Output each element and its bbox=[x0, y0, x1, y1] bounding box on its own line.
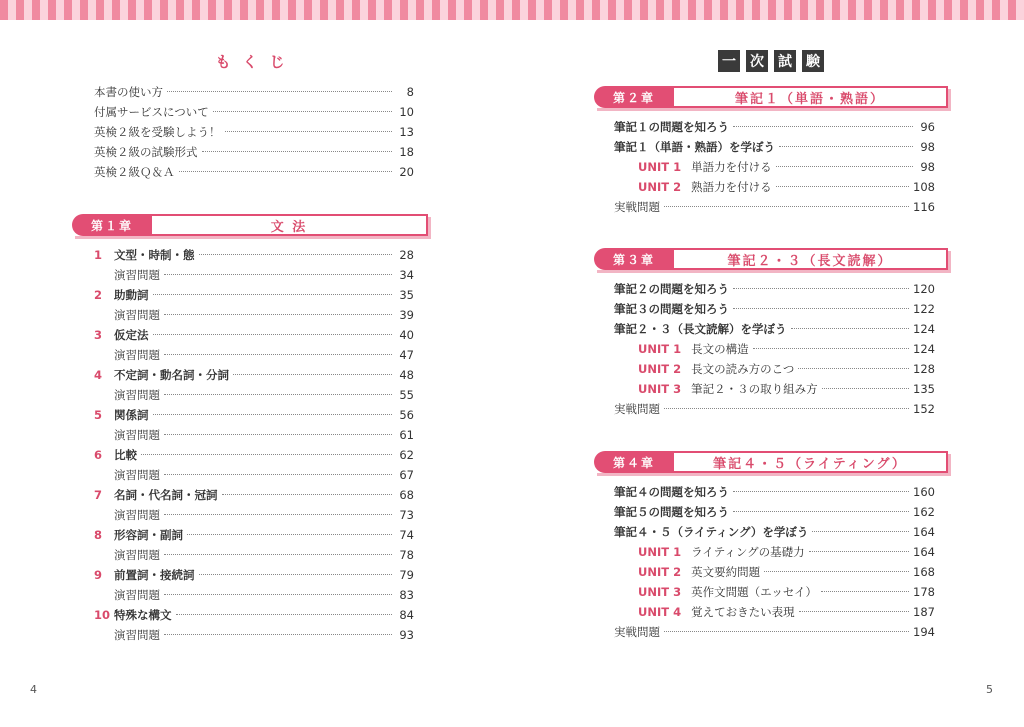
title-char: 次 bbox=[746, 50, 768, 72]
toc-entry[interactable] bbox=[94, 627, 414, 643]
chapter-name: 筆記４・５（ライティング） bbox=[674, 451, 948, 473]
entry-page-number: 40 bbox=[399, 328, 414, 342]
dot-leader bbox=[753, 348, 909, 349]
entry-page-number: 187 bbox=[913, 605, 935, 619]
item-number: 4 bbox=[94, 368, 103, 382]
top-stripe-border bbox=[0, 0, 1024, 20]
entry-label: 覚えておきたい表現 bbox=[691, 605, 795, 619]
entry-page-number: 35 bbox=[399, 288, 414, 302]
entry-page-number: 162 bbox=[913, 505, 935, 519]
unit-label: UNIT 2 bbox=[638, 180, 682, 194]
toc-entry[interactable] bbox=[638, 544, 935, 560]
toc-entry[interactable] bbox=[94, 267, 414, 283]
entry-page-number: 122 bbox=[913, 302, 935, 316]
unit-label: UNIT 3 bbox=[638, 382, 682, 396]
dot-leader bbox=[141, 454, 392, 455]
entry-label: 英検２級の試験形式 bbox=[94, 145, 198, 159]
entry-page-number: 78 bbox=[399, 548, 414, 562]
item-number: 1 bbox=[94, 248, 103, 262]
entry-page-number: 28 bbox=[399, 248, 414, 262]
entry-label: 熟語力を付ける bbox=[691, 180, 772, 194]
toc-entry[interactable] bbox=[94, 487, 414, 503]
entry-page-number: 79 bbox=[399, 568, 414, 582]
toc-entry[interactable] bbox=[94, 164, 414, 180]
entry-label: 演習問題 bbox=[114, 548, 160, 562]
entry-label: 演習問題 bbox=[114, 468, 160, 482]
entry-label: 筆記３の問題を知ろう bbox=[614, 302, 729, 316]
entry-label: 英検２級を受験しよう！ bbox=[94, 125, 221, 139]
entry-label: 本書の使い方 bbox=[94, 85, 163, 99]
title-char: 験 bbox=[802, 50, 824, 72]
entry-page-number: 67 bbox=[399, 468, 414, 482]
toc-entry[interactable] bbox=[94, 507, 414, 523]
entry-label: 筆記２・３（長文読解）を学ぼう bbox=[614, 322, 787, 336]
entry-page-number: 18 bbox=[399, 145, 414, 159]
toc-entry[interactable] bbox=[94, 527, 414, 543]
entry-label: 筆記４の問題を知ろう bbox=[614, 485, 729, 499]
unit-label: UNIT 2 bbox=[638, 565, 682, 579]
toc-entry[interactable] bbox=[614, 281, 935, 297]
entry-label: 英文要約問題 bbox=[691, 565, 761, 579]
dot-leader bbox=[664, 206, 909, 207]
dot-leader bbox=[213, 111, 392, 112]
toc-entry[interactable] bbox=[638, 341, 935, 357]
dot-leader bbox=[164, 474, 392, 475]
page-title: もくじ bbox=[215, 53, 297, 71]
right-page bbox=[512, 20, 1024, 710]
toc-entry[interactable] bbox=[614, 401, 935, 417]
entry-page-number: 48 bbox=[399, 368, 414, 382]
toc-entry[interactable] bbox=[614, 321, 935, 337]
entry-label: 名詞・代名詞・冠詞 bbox=[114, 488, 218, 502]
entry-label: 長文の構造 bbox=[691, 342, 749, 356]
chapter-4-header[interactable] bbox=[594, 451, 948, 473]
dot-leader bbox=[167, 91, 392, 92]
chapter-3-header[interactable] bbox=[594, 248, 948, 270]
dot-leader bbox=[733, 308, 909, 309]
entry-label: 筆記２・３の取り組み方 bbox=[691, 382, 818, 396]
toc-entry[interactable] bbox=[614, 139, 935, 155]
dot-leader bbox=[664, 631, 909, 632]
toc-entry[interactable] bbox=[94, 467, 414, 483]
toc-entry[interactable] bbox=[638, 381, 935, 397]
entry-page-number: 13 bbox=[399, 125, 414, 139]
dot-leader bbox=[225, 131, 393, 132]
toc-entry[interactable] bbox=[614, 119, 935, 135]
dot-leader bbox=[822, 388, 909, 389]
dot-leader bbox=[179, 171, 393, 172]
entry-page-number: 47 bbox=[399, 348, 414, 362]
toc-entry[interactable] bbox=[614, 199, 935, 215]
item-number: 9 bbox=[94, 568, 103, 582]
entry-label: 演習問題 bbox=[114, 348, 160, 362]
entry-label: 演習問題 bbox=[114, 628, 160, 642]
dot-leader bbox=[776, 186, 909, 187]
entry-page-number: 160 bbox=[913, 485, 935, 499]
dot-leader bbox=[733, 511, 909, 512]
entry-page-number: 83 bbox=[399, 588, 414, 602]
dot-leader bbox=[164, 394, 392, 395]
entry-label: 演習問題 bbox=[114, 588, 160, 602]
dot-leader bbox=[733, 491, 909, 492]
chapter-name: 筆記２・３（長文読解） bbox=[674, 248, 948, 270]
entry-page-number: 96 bbox=[920, 120, 935, 134]
toc-entry[interactable] bbox=[638, 564, 935, 580]
toc-entry[interactable] bbox=[614, 301, 935, 317]
toc-entry[interactable] bbox=[94, 307, 414, 323]
entry-label: 実戦問題 bbox=[614, 200, 660, 214]
toc-entry[interactable] bbox=[638, 584, 935, 600]
title-char: 試 bbox=[774, 50, 796, 72]
entry-page-number: 74 bbox=[399, 528, 414, 542]
dot-leader bbox=[779, 146, 913, 147]
toc-entry[interactable] bbox=[94, 387, 414, 403]
dot-leader bbox=[202, 151, 393, 152]
chapter-tag: 第２章 bbox=[594, 86, 674, 108]
unit-label: UNIT 1 bbox=[638, 545, 682, 559]
entry-page-number: 39 bbox=[399, 308, 414, 322]
entry-label: 仮定法 bbox=[114, 328, 149, 342]
chapter-2-header[interactable] bbox=[594, 86, 948, 108]
dot-leader bbox=[799, 611, 909, 612]
toc-entry[interactable] bbox=[638, 604, 935, 620]
item-number: 3 bbox=[94, 328, 103, 342]
entry-label: 演習問題 bbox=[114, 268, 160, 282]
dot-leader bbox=[821, 591, 909, 592]
toc-entry[interactable] bbox=[614, 624, 935, 640]
dot-leader bbox=[776, 166, 913, 167]
entry-label: 筆記１の問題を知ろう bbox=[614, 120, 729, 134]
entry-label: 実戦問題 bbox=[614, 402, 660, 416]
entry-label: 長文の読み方のこつ bbox=[691, 362, 795, 376]
entry-page-number: 61 bbox=[399, 428, 414, 442]
item-number: 2 bbox=[94, 288, 103, 302]
unit-label: UNIT 3 bbox=[638, 585, 682, 599]
toc-entry[interactable] bbox=[638, 361, 935, 377]
dot-leader bbox=[798, 368, 909, 369]
entry-page-number: 178 bbox=[913, 585, 935, 599]
dot-leader bbox=[164, 314, 392, 315]
entry-page-number: 55 bbox=[399, 388, 414, 402]
chapter-name: 筆記１（単語・熟語） bbox=[674, 86, 948, 108]
unit-label: UNIT 2 bbox=[638, 362, 682, 376]
entry-label: 関係詞 bbox=[114, 408, 149, 422]
entry-page-number: 20 bbox=[399, 165, 414, 179]
entry-label: ライティングの基礎力 bbox=[691, 545, 805, 559]
entry-label: 単語力を付ける bbox=[691, 160, 772, 174]
dot-leader bbox=[164, 634, 392, 635]
entry-page-number: 84 bbox=[399, 608, 414, 622]
entry-page-number: 56 bbox=[399, 408, 414, 422]
dot-leader bbox=[153, 294, 393, 295]
dot-leader bbox=[164, 594, 392, 595]
dot-leader bbox=[153, 334, 393, 335]
toc-entry[interactable] bbox=[638, 179, 935, 195]
toc-entry[interactable] bbox=[94, 567, 414, 583]
entry-page-number: 98 bbox=[920, 140, 935, 154]
dot-leader bbox=[733, 288, 909, 289]
chapter-tag: 第４章 bbox=[594, 451, 674, 473]
entry-page-number: 62 bbox=[399, 448, 414, 462]
toc-entry[interactable] bbox=[614, 484, 935, 500]
entry-page-number: 68 bbox=[399, 488, 414, 502]
entry-label: 筆記５の問題を知ろう bbox=[614, 505, 729, 519]
entry-label: 英検２級Ｑ＆Ａ bbox=[94, 165, 175, 179]
entry-page-number: 108 bbox=[913, 180, 935, 194]
entry-label: 実戦問題 bbox=[614, 625, 660, 639]
dot-leader bbox=[164, 554, 392, 555]
entry-page-number: 128 bbox=[913, 362, 935, 376]
toc-entry[interactable] bbox=[94, 327, 414, 343]
entry-label: 不定詞・動名詞・分詞 bbox=[114, 368, 229, 382]
dot-leader bbox=[199, 574, 393, 575]
entry-label: 筆記１（単語・熟語）を学ぼう bbox=[614, 140, 775, 154]
entry-page-number: 120 bbox=[913, 282, 935, 296]
toc-entry[interactable] bbox=[94, 607, 414, 623]
entry-page-number: 164 bbox=[913, 525, 935, 539]
dot-leader bbox=[164, 274, 392, 275]
toc-entry[interactable] bbox=[94, 247, 414, 263]
entry-page-number: 73 bbox=[399, 508, 414, 522]
dot-leader bbox=[187, 534, 392, 535]
chapter-tag: 第１章 bbox=[72, 214, 152, 236]
toc-entry[interactable] bbox=[94, 407, 414, 423]
entry-label: 比較 bbox=[114, 448, 137, 462]
toc-entry[interactable] bbox=[94, 587, 414, 603]
entry-page-number: 10 bbox=[399, 105, 414, 119]
chapter-1-header[interactable] bbox=[72, 214, 428, 236]
toc-entry[interactable] bbox=[94, 287, 414, 303]
toc-entry[interactable] bbox=[614, 524, 935, 540]
entry-page-number: 152 bbox=[913, 402, 935, 416]
dot-leader bbox=[199, 254, 393, 255]
entry-label: 特殊な構文 bbox=[114, 608, 172, 622]
entry-page-number: 124 bbox=[913, 322, 935, 336]
toc-entry[interactable] bbox=[614, 504, 935, 520]
entry-label: 演習問題 bbox=[114, 508, 160, 522]
chapter-tag: 第３章 bbox=[594, 248, 674, 270]
entry-label: 英作文問題（エッセイ） bbox=[691, 585, 818, 599]
left-page bbox=[0, 20, 512, 710]
toc-entry[interactable] bbox=[94, 427, 414, 443]
entry-label: 演習問題 bbox=[114, 388, 160, 402]
unit-label: UNIT 1 bbox=[638, 160, 682, 174]
entry-label: 助動詞 bbox=[114, 288, 149, 302]
dot-leader bbox=[176, 614, 393, 615]
toc-entry[interactable] bbox=[94, 547, 414, 563]
dot-leader bbox=[812, 531, 909, 532]
entry-page-number: 34 bbox=[399, 268, 414, 282]
entry-page-number: 164 bbox=[913, 545, 935, 559]
toc-entry[interactable] bbox=[94, 144, 414, 160]
page-number-left: 4 bbox=[30, 683, 37, 696]
dot-leader bbox=[222, 494, 393, 495]
toc-entry[interactable] bbox=[94, 124, 414, 140]
entry-page-number: 116 bbox=[913, 200, 935, 214]
chapter-name: 文 法 bbox=[152, 214, 428, 236]
toc-entry[interactable] bbox=[638, 159, 935, 175]
entry-page-number: 93 bbox=[399, 628, 414, 642]
dot-leader bbox=[809, 551, 909, 552]
toc-entry[interactable] bbox=[94, 104, 414, 120]
entry-page-number: 8 bbox=[406, 85, 414, 99]
dot-leader bbox=[153, 414, 393, 415]
unit-label: UNIT 1 bbox=[638, 342, 682, 356]
item-number: 7 bbox=[94, 488, 103, 502]
toc-entry[interactable] bbox=[94, 347, 414, 363]
title-char: 一 bbox=[718, 50, 740, 72]
entry-page-number: 124 bbox=[913, 342, 935, 356]
item-number: 5 bbox=[94, 408, 103, 422]
entry-page-number: 168 bbox=[913, 565, 935, 579]
entry-page-number: 194 bbox=[913, 625, 935, 639]
entry-label: 筆記２の問題を知ろう bbox=[614, 282, 729, 296]
entry-label: 演習問題 bbox=[114, 428, 160, 442]
entry-label: 文型・時制・態 bbox=[114, 248, 195, 262]
toc-entry[interactable] bbox=[94, 367, 414, 383]
dot-leader bbox=[164, 354, 392, 355]
dot-leader bbox=[791, 328, 910, 329]
item-number: 10 bbox=[94, 608, 111, 622]
entry-page-number: 98 bbox=[920, 160, 935, 174]
item-number: 6 bbox=[94, 448, 103, 462]
dot-leader bbox=[164, 514, 392, 515]
entry-label: 付属サービスについて bbox=[94, 105, 209, 119]
entry-label: 前置詞・接続詞 bbox=[114, 568, 195, 582]
unit-label: UNIT 4 bbox=[638, 605, 682, 619]
item-number: 8 bbox=[94, 528, 103, 542]
page-number-right: 5 bbox=[986, 683, 993, 696]
dot-leader bbox=[164, 434, 392, 435]
toc-entry[interactable] bbox=[94, 84, 414, 100]
section-title bbox=[718, 50, 824, 72]
dot-leader bbox=[733, 126, 913, 127]
entry-label: 筆記４・５（ライティング）を学ぼう bbox=[614, 525, 809, 539]
toc-entry[interactable] bbox=[94, 447, 414, 463]
entry-label: 演習問題 bbox=[114, 308, 160, 322]
entry-label: 形容詞・副詞 bbox=[114, 528, 183, 542]
dot-leader bbox=[664, 408, 909, 409]
dot-leader bbox=[233, 374, 392, 375]
entry-page-number: 135 bbox=[913, 382, 935, 396]
dot-leader bbox=[764, 571, 909, 572]
